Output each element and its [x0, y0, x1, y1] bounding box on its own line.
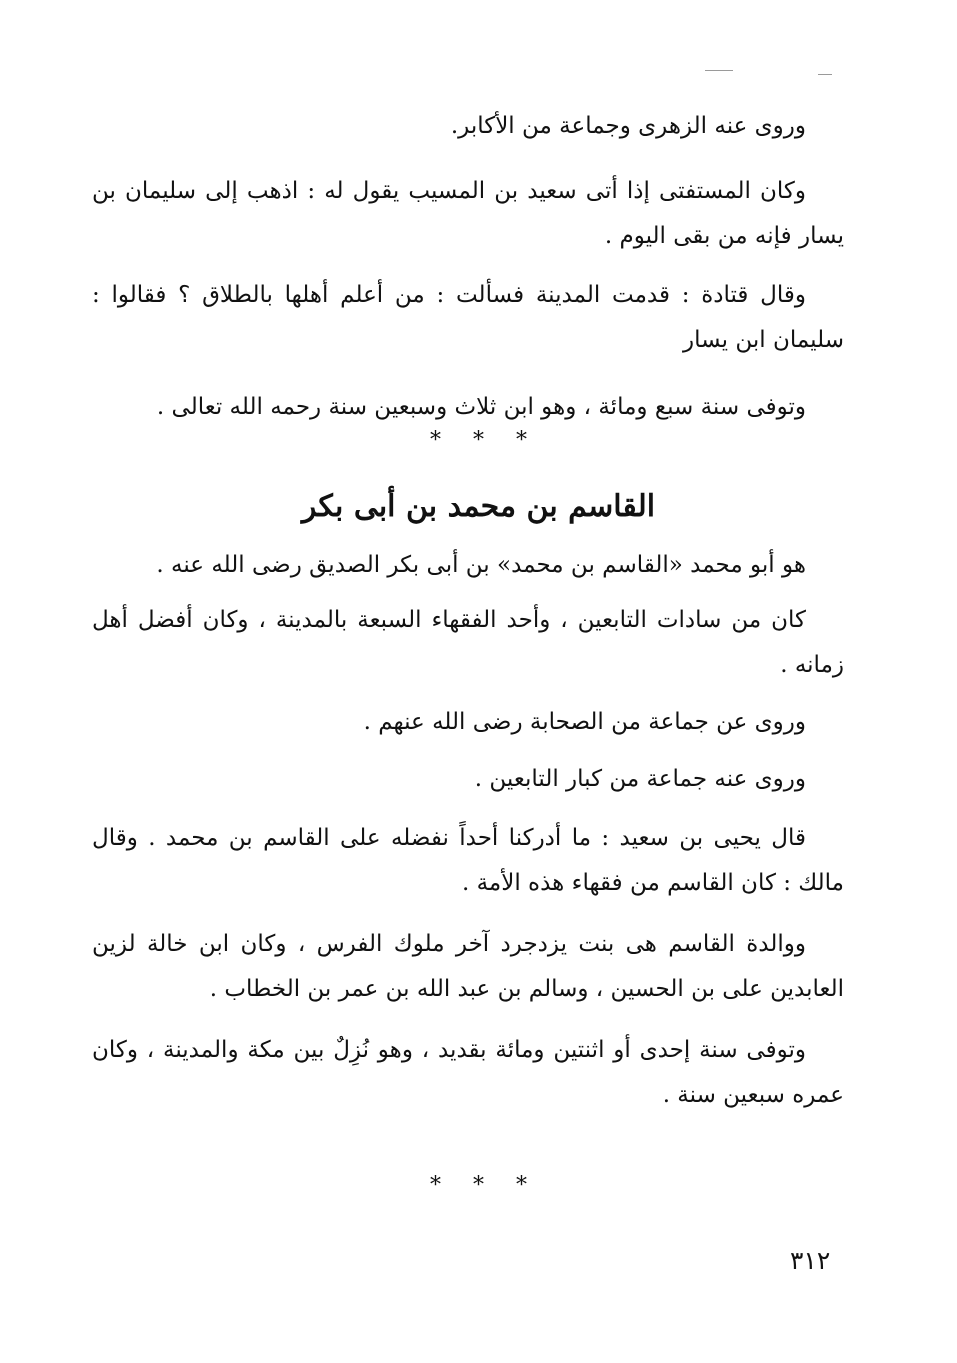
star-ornament: *	[473, 428, 484, 453]
section-one-text	[92, 104, 844, 430]
scan-mark	[818, 74, 832, 75]
paragraph: قال يحيى بن سعيد : ما أدركنا أحداً نفضله على القاسم بن محمد . وقال مالك : كان القاسم من فقهاء هذه الأمة .	[92, 825, 844, 896]
star-ornament: *	[430, 1173, 441, 1198]
star-ornament: *	[516, 428, 527, 453]
star-ornament: *	[516, 1173, 527, 1198]
star-ornament: *	[473, 1173, 484, 1198]
page-number: ٣١٢	[790, 1246, 831, 1275]
paragraph: وروى عن جماعة من الصحابة رضى الله عنهم .	[363, 709, 806, 735]
paragraph: هو أبو محمد «القاسم بن محمد» بن أبى بكر الصديق رضى الله عنه .	[156, 552, 806, 578]
paragraph: وتوفى سنة سبع ومائة ، وهو ابن ثلاث وسبعين سنة رحمه الله تعالى .	[156, 394, 806, 420]
separator-stars	[0, 1173, 957, 1198]
paragraph: وروى عنه الزهرى وجماعة من الأكابر.	[450, 113, 806, 139]
paragraph: وتوفى سنة إحدى أو اثنتين ومائة بقديد ، وهو نُزِلٌ بين مكة والمدينة ، وكان عمره سبعين سنة .	[92, 1037, 844, 1108]
star-ornament: *	[430, 428, 441, 453]
paragraph: وقال قتادة : قدمت المدينة فسألت : من أعلم أهلها بالطلاق ؟ فقالوا : سليمان ابن يسار	[92, 282, 844, 353]
paragraph: وروى عنه جماعة من كبار التابعين .	[474, 766, 806, 792]
paragraph: ووالدة القاسم هى بنت يزدجرد آخر ملوك الفرس ، وكان ابن خالة لزين العابدين على بن الحسين ، وسالم بن عبد الله بن عمر بن الخطاب .	[92, 931, 844, 1002]
paragraph: وكان المستفتى إذا أتى سعيد بن المسيب يقول له : اذهب إلى سليمان بن يسار فإنه من بقى اليوم .	[92, 178, 844, 249]
separator-stars	[0, 428, 957, 453]
section-two-text	[92, 543, 844, 1118]
paragraph: كان من سادات التابعين ، وأحد الفقهاء السبعة بالمدينة ، وكان أفضل أهل زمانه .	[92, 607, 844, 678]
scan-mark	[705, 70, 733, 71]
section-title: القاسم بن محمد بن أبى بكر	[301, 489, 656, 524]
